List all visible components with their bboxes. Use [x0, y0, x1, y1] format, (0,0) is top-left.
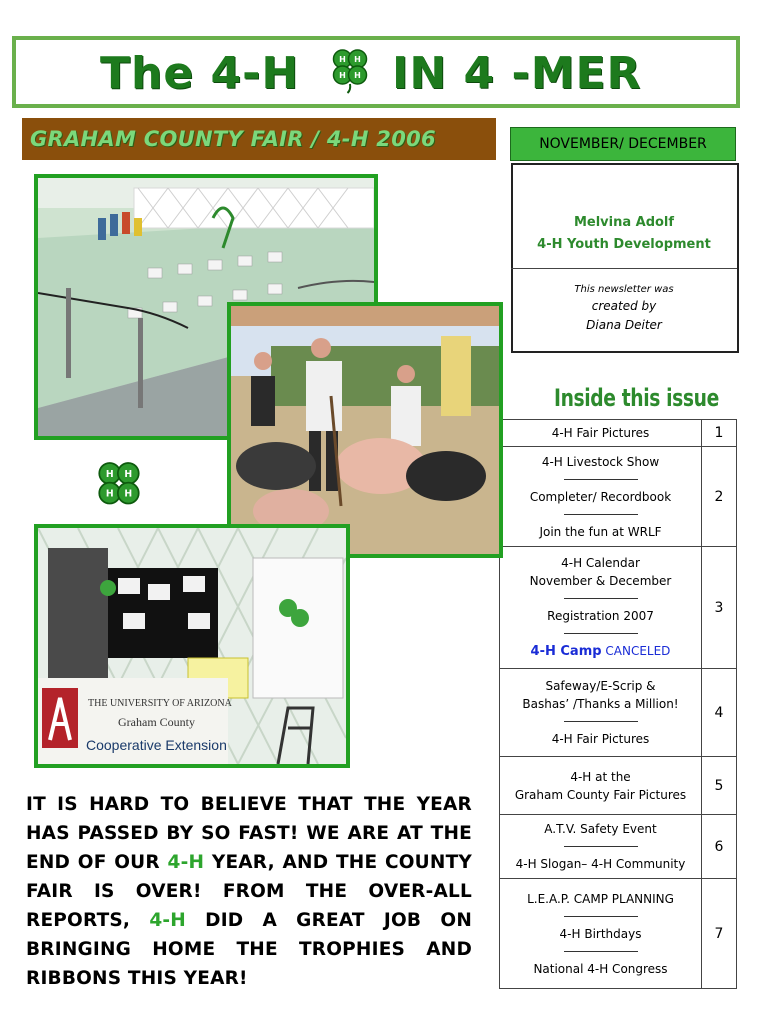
masthead-title-right: IN 4 -MER: [392, 48, 642, 99]
author-box-divider: [511, 268, 737, 269]
intro-text-part-2: YEAR, AND THE COUNTY FAIR IS OVER! FROM THE OVER-ALL REPORTS,: [26, 852, 473, 931]
toc-page-number: 3: [702, 547, 737, 669]
svg-text:H: H: [105, 488, 114, 500]
toc-entries: [500, 669, 702, 757]
intro-text-part-3: DID A GREAT JOB ON BRINGING HOME THE TROPHIES AND RIBBONS THIS YEAR!: [26, 910, 473, 989]
intro-paragraph: [26, 790, 472, 993]
toc-entry: Bashas’ /Thanks a Million!: [522, 697, 679, 711]
toc-separator: [564, 838, 638, 847]
credit-line-1: This newsletter was: [574, 284, 674, 295]
four-leaf-clover-icon: [325, 44, 375, 94]
toc-entry: Join the fun at WRLF: [539, 524, 662, 539]
four-leaf-clover-icon: [90, 456, 148, 514]
toc-row: [500, 420, 737, 447]
author-department: 4-H Youth Development: [537, 237, 711, 252]
toc-entry: L.E.A.P. CAMP PLANNING: [527, 891, 674, 906]
toc-entries: [500, 757, 702, 815]
toc-separator: [564, 471, 638, 480]
toc-separator: [564, 625, 638, 634]
toc-entry: A.T.V. Safety Event: [544, 822, 657, 836]
toc-separator: [564, 506, 638, 515]
livestock-show-image: [231, 306, 499, 554]
toc-page-number: 1: [702, 420, 737, 447]
toc-entry: 4-H Fair Pictures: [551, 732, 650, 746]
toc-separator: [564, 908, 638, 917]
toc-page-number: 5: [702, 757, 737, 815]
fair-banner-text: GRAHAM COUNTY FAIR / 4-H 2006: [30, 127, 436, 151]
toc-entry: 4-H Fair Pictures: [551, 426, 650, 440]
toc-entry: Graham County Fair Pictures: [514, 787, 687, 802]
toc-entry: Completer/ Recordbook: [529, 489, 672, 504]
toc-entries: [500, 815, 702, 879]
toc-separator: [564, 590, 638, 599]
toc-entries: [500, 547, 702, 669]
toc-row: [500, 547, 737, 669]
svg-text:H: H: [339, 71, 346, 80]
svg-text:H: H: [354, 71, 361, 80]
toc-page-number: 2: [702, 447, 737, 547]
toc-row: [500, 815, 737, 879]
toc-entry: 4-H Slogan– 4-H Community: [515, 857, 686, 871]
svg-text:H: H: [354, 55, 361, 64]
toc-separator: [564, 943, 638, 952]
issue-date: NOVEMBER/ DECEMBER: [510, 127, 736, 161]
toc-entry: Registration 2007: [547, 609, 654, 623]
svg-text:H: H: [124, 468, 133, 480]
toc-separator: [564, 713, 638, 722]
toc-camp-label: 4-H Camp: [530, 644, 602, 659]
intro-4h-highlight: 4-H: [149, 910, 186, 931]
livestock-show-photo: [227, 302, 503, 558]
masthead-title-left: The 4-H: [100, 48, 300, 99]
table-of-contents: [499, 419, 737, 989]
svg-text:H: H: [105, 468, 114, 480]
toc-entry: 4-H Calendar: [561, 556, 640, 570]
toc-row: [500, 447, 737, 547]
booth-sign-university: THE UNIVERSITY OF ARIZONA: [88, 698, 232, 709]
extension-booth-photo: [34, 524, 350, 768]
credit-line-2: created by: [591, 299, 657, 313]
toc-page-number: 6: [702, 815, 737, 879]
credit-line-3: Diana Deiter: [586, 318, 662, 332]
inside-issue-heading: Inside this issue: [554, 384, 719, 412]
booth-sign-county: Graham County: [118, 715, 195, 729]
svg-text:H: H: [339, 55, 346, 64]
toc-row: [500, 757, 737, 815]
toc-page-number: 4: [702, 669, 737, 757]
toc-entries: [500, 879, 702, 989]
toc-entry: 4-H Livestock Show: [541, 454, 660, 469]
toc-entry: 4-H at the: [570, 769, 631, 784]
intro-text-part-1: IT IS HARD TO BELIEVE THAT THE YEAR HAS PASSED BY SO FAST! WE ARE AT THE END OF OUR: [26, 794, 472, 873]
toc-row: [500, 669, 737, 757]
toc-camp-status: CANCELED: [605, 644, 671, 658]
toc-entry: Safeway/E-Scrip &: [545, 679, 656, 693]
toc-entries: [500, 420, 702, 447]
booth-sign-extension: Cooperative Extension: [86, 737, 227, 753]
toc-entry: November & December: [529, 574, 672, 588]
toc-entry: 4-H Birthdays: [559, 926, 642, 941]
extension-booth-image: [38, 528, 346, 764]
toc-camp-line: [500, 642, 701, 661]
toc-entry: National 4-H Congress: [533, 961, 668, 976]
toc-page-number: 7: [702, 879, 737, 989]
toc-row: [500, 879, 737, 989]
author-name: Melvina Adolf: [573, 215, 675, 230]
toc-entries: [500, 447, 702, 547]
intro-4h-highlight: 4-H: [167, 852, 205, 873]
svg-text:H: H: [124, 488, 133, 500]
